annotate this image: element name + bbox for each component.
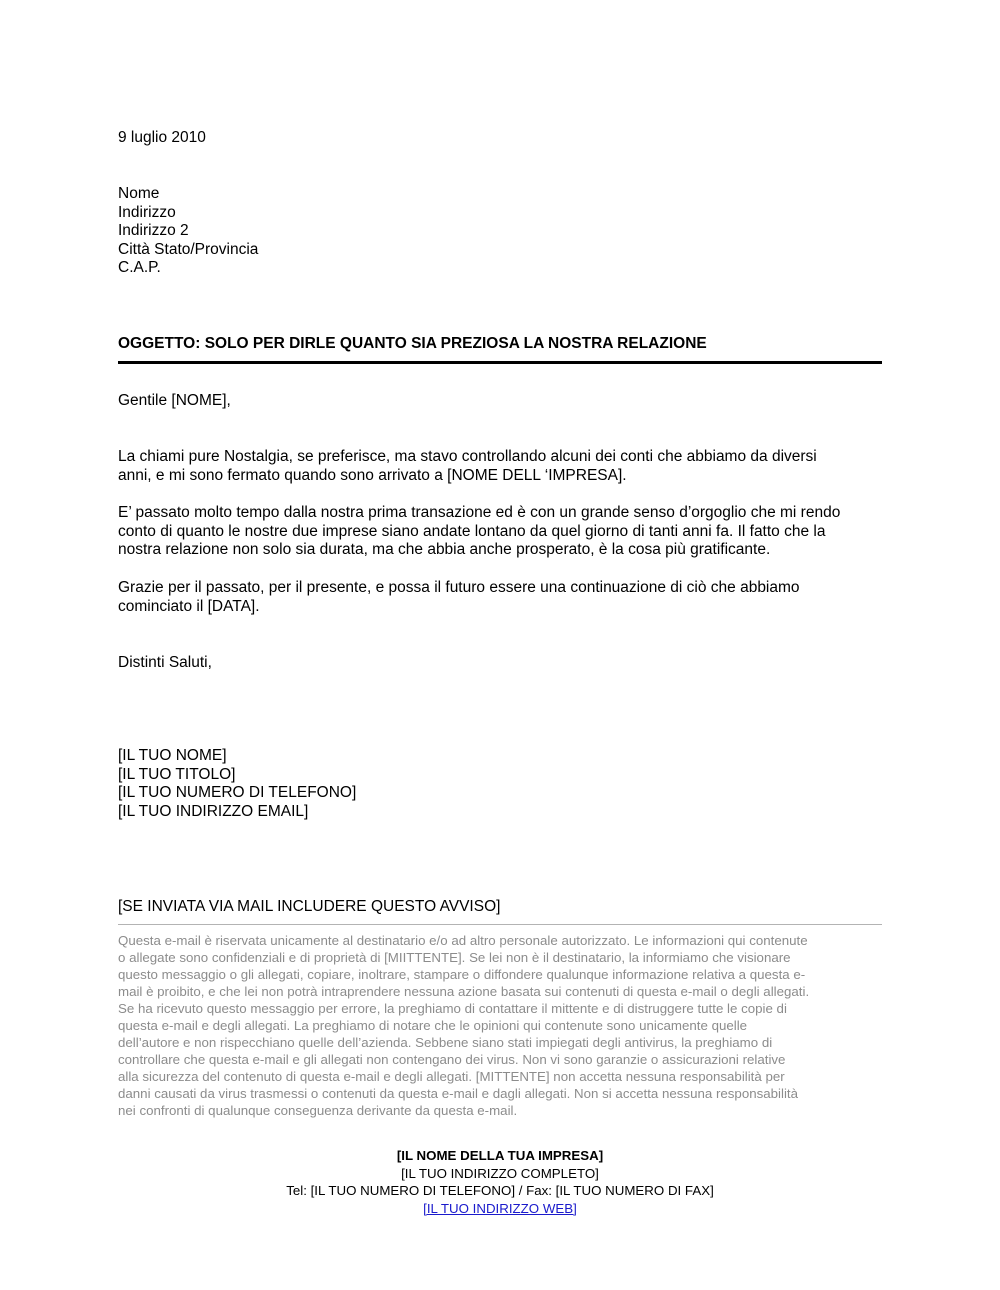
disclaimer-line: dell’autore e non rispecchiano quelle dell’azienda. Sebbene siano stati impiegati degli antivirus, la preghiamo di <box>118 1035 773 1050</box>
paragraph-line: La chiami pure Nostalgia, se preferisce, ma stavo controllando alcuni dei conti che abbiamo da diversi <box>118 448 817 465</box>
signature-phone: [IL TUO NUMERO DI TELEFONO] <box>118 784 357 802</box>
disclaimer-line: questa e-mail e degli allegati. La preghiamo di notare che le opinioni qui contenute sono unicamente quelle <box>118 1018 748 1033</box>
body-paragraph-3 <box>118 579 882 616</box>
signature-email: [IL TUO INDIRIZZO EMAIL] <box>118 802 309 820</box>
paragraph-line: anni, e mi sono fermato quando sono arrivato a [NOME DELL ‘IMPRESA]. <box>118 466 627 484</box>
recipient-address <box>118 185 258 278</box>
disclaimer-line: Se ha ricevuto questo messaggio per errore, la preghiamo di contattare il mittente e di distruggere tutte le copie di <box>118 1001 787 1016</box>
body-paragraph-1 <box>118 448 882 485</box>
disclaimer-line: o allegate sono confidenziali e di proprietà di [MIITTENTE]. Se lei non è il destinatario, la informiamo che visionare <box>118 950 791 965</box>
signature-name: [IL TUO NOME] <box>118 747 227 764</box>
body-paragraph-2 <box>118 504 882 560</box>
disclaimer-line: nei confronti di qualunque conseguenza derivante da questa e-mail. <box>118 1103 518 1118</box>
company-footer <box>118 1147 882 1217</box>
paragraph-line: E’ passato molto tempo dalla nostra prima transazione ed è con un grande senso d’orgoglio che mi rendo <box>118 504 841 521</box>
letter-page <box>118 0 882 1290</box>
disclaimer-line: mail è proibito, e che lei non potrà intraprendere nessuna azione basata sui contenuti di questa e-mail o degli allegati. <box>118 984 810 999</box>
disclaimer-line: controllare che questa e-mail e gli allegati non contengano dei virus. Non vi sono garanzie o assicurazioni relative <box>118 1052 786 1067</box>
paragraph-line: nostra relazione non solo sia durata, ma che abbia anche prosperato, è la cosa più gratificante. <box>118 541 771 559</box>
disclaimer-line: alla sicurezza del contenuto di questa e-mail e degli allegati. [MITTENTE] non accetta nessuna responsabilità per <box>118 1069 785 1084</box>
recipient-city-state: Città Stato/Provincia <box>118 240 259 258</box>
paragraph-line: conto di quanto le nostre due imprese siano andate lontano da quel giorno di tanti anni fa. Il fatto che la <box>118 522 826 540</box>
subject-divider <box>118 361 882 364</box>
recipient-name: Nome <box>118 185 160 202</box>
signature-title: [IL TUO TITOLO] <box>118 765 236 783</box>
disclaimer-line: questo messaggio o gli allegati, copiare, inoltrare, stampare o diffondere qualunque informazione relativa a questa e- <box>118 967 806 982</box>
letter-closing: Distinti Saluti, <box>118 654 212 671</box>
footer-website-link[interactable]: [IL TUO INDIRIZZO WEB] <box>423 1200 577 1216</box>
signature-block <box>118 747 356 821</box>
paragraph-line: Grazie per il passato, per il presente, e possa il futuro essere una continuazione di ciò che abbiamo <box>118 579 800 596</box>
letter-date: 9 luglio 2010 <box>118 129 206 146</box>
recipient-address-line-2: Indirizzo 2 <box>118 222 189 240</box>
footer-address: [IL TUO INDIRIZZO COMPLETO] <box>401 1165 599 1181</box>
disclaimer-line: danni causati da virus trasmessi o contenuti da questa e-mail e dagli allegati. Non si accetta nessuna responsabilità <box>118 1086 799 1101</box>
email-disclaimer <box>118 932 882 1119</box>
footer-contacts: Tel: [IL TUO NUMERO DI TELEFONO] / Fax: [IL TUO NUMERO DI FAX] <box>286 1183 714 1198</box>
recipient-address-line-1: Indirizzo <box>118 203 176 221</box>
email-notice-heading: [SE INVIATA VIA MAIL INCLUDERE QUESTO AVVISO] <box>118 898 501 915</box>
recipient-postal-code: C.A.P. <box>118 259 161 277</box>
notice-divider <box>118 924 882 925</box>
letter-subject: OGGETTO: SOLO PER DIRLE QUANTO SIA PREZIOSA LA NOSTRA RELAZIONE <box>118 335 707 352</box>
disclaimer-line: Questa e-mail è riservata unicamente al destinatario e/o ad altro personale autorizzato. Le informazioni qui contenute <box>118 933 808 948</box>
footer-company-name: [IL NOME DELLA TUA IMPRESA] <box>396 1148 604 1163</box>
letter-salutation: Gentile [NOME], <box>118 392 231 409</box>
paragraph-line: cominciato il [DATA]. <box>118 597 260 615</box>
